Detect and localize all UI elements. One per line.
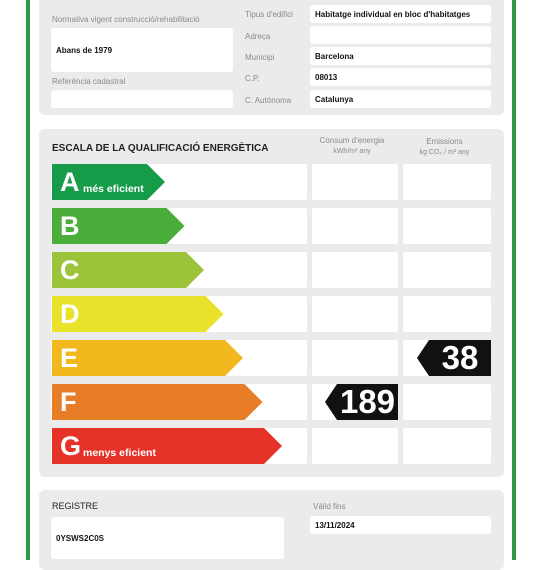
right-green-border bbox=[512, 0, 516, 560]
emissions-cell-c bbox=[403, 252, 491, 288]
left-green-border bbox=[26, 0, 30, 560]
valid-until-field[interactable]: 13/11/2024 bbox=[310, 516, 491, 534]
energy-scale-panel bbox=[39, 129, 504, 477]
class-arrow-shape-e bbox=[52, 340, 243, 376]
class-arrow-f bbox=[52, 384, 265, 420]
class-arrow-d bbox=[52, 296, 226, 332]
class-letter-a: A bbox=[60, 167, 80, 197]
class-arrow-b bbox=[52, 208, 187, 244]
class-letter-d: D bbox=[60, 299, 80, 329]
class-letter-g: G bbox=[60, 431, 82, 461]
class-caption-a: més eficient bbox=[83, 183, 144, 195]
class-arrow-g bbox=[52, 428, 284, 464]
valid-until-label: Vàlid fins bbox=[313, 502, 346, 511]
consumption-value-tag bbox=[325, 384, 398, 420]
region-field[interactable]: Catalunya bbox=[310, 90, 491, 108]
class-letter-c: C bbox=[60, 255, 80, 285]
emissions-header bbox=[402, 136, 487, 158]
consumption-cell-a bbox=[312, 164, 398, 200]
consumption-header-label: Consum d'energia bbox=[319, 136, 385, 145]
registry-field[interactable]: 0YSWS2C0S bbox=[51, 517, 284, 559]
energy-scale-title: ESCALA DE LA QUALIFICACIÓ ENERGÈTICA bbox=[52, 143, 269, 154]
class-caption-g: menys eficient bbox=[83, 447, 156, 459]
building-type-label: Tipus d'edifici bbox=[245, 10, 293, 19]
municipality-field[interactable]: Barcelona bbox=[310, 47, 491, 65]
postal-code-field[interactable]: 08013 bbox=[310, 68, 491, 86]
consumption-cell-b bbox=[312, 208, 398, 244]
cadastral-label: Referència cadastral bbox=[52, 77, 126, 86]
address-label: Adreça bbox=[245, 32, 271, 41]
emissions-value-tag bbox=[417, 340, 491, 376]
cadastral-field[interactable] bbox=[51, 90, 233, 108]
class-letter-b: B bbox=[60, 211, 80, 241]
class-arrow-shape-f bbox=[52, 384, 263, 420]
class-arrow-a bbox=[52, 164, 167, 200]
consumption-cell-g bbox=[312, 428, 398, 464]
consumption-value: 189 bbox=[339, 383, 396, 420]
emissions-unit-label: kg CO₂ / m² any bbox=[419, 149, 470, 156]
registry-label: REGISTRE bbox=[52, 501, 99, 511]
emissions-cell-a bbox=[403, 164, 491, 200]
emissions-cell-b bbox=[403, 208, 491, 244]
municipality-label: Municipi bbox=[245, 53, 275, 62]
building-type-field[interactable]: Habitatge individual en bloc d'habitatges bbox=[310, 5, 491, 23]
consumption-cell-c bbox=[312, 252, 398, 288]
building-data-panel bbox=[39, 0, 504, 115]
construction-label: Normativa vigent construcció/rehabilitació bbox=[52, 15, 200, 24]
construction-field[interactable]: Abans de 1979 bbox=[51, 28, 233, 72]
emissions-cell-f bbox=[403, 384, 491, 420]
emissions-cell-d bbox=[403, 296, 491, 332]
class-letter-f: F bbox=[60, 387, 77, 417]
class-arrow-c bbox=[52, 252, 206, 288]
registry-panel bbox=[39, 490, 504, 570]
consumption-cell-e bbox=[312, 340, 398, 376]
consumption-unit-label: kWh/m² any bbox=[333, 148, 371, 155]
consumption-header bbox=[307, 135, 397, 157]
emissions-value: 38 bbox=[441, 339, 479, 376]
class-letter-e: E bbox=[60, 343, 79, 373]
class-arrow-e bbox=[52, 340, 245, 376]
region-label: C. Autònoma bbox=[245, 96, 292, 105]
address-field[interactable] bbox=[310, 26, 491, 44]
emissions-cell-g bbox=[403, 428, 491, 464]
consumption-cell-d bbox=[312, 296, 398, 332]
postal-code-label: C.P. bbox=[245, 74, 260, 83]
emissions-header-label: Emissions bbox=[426, 137, 463, 146]
